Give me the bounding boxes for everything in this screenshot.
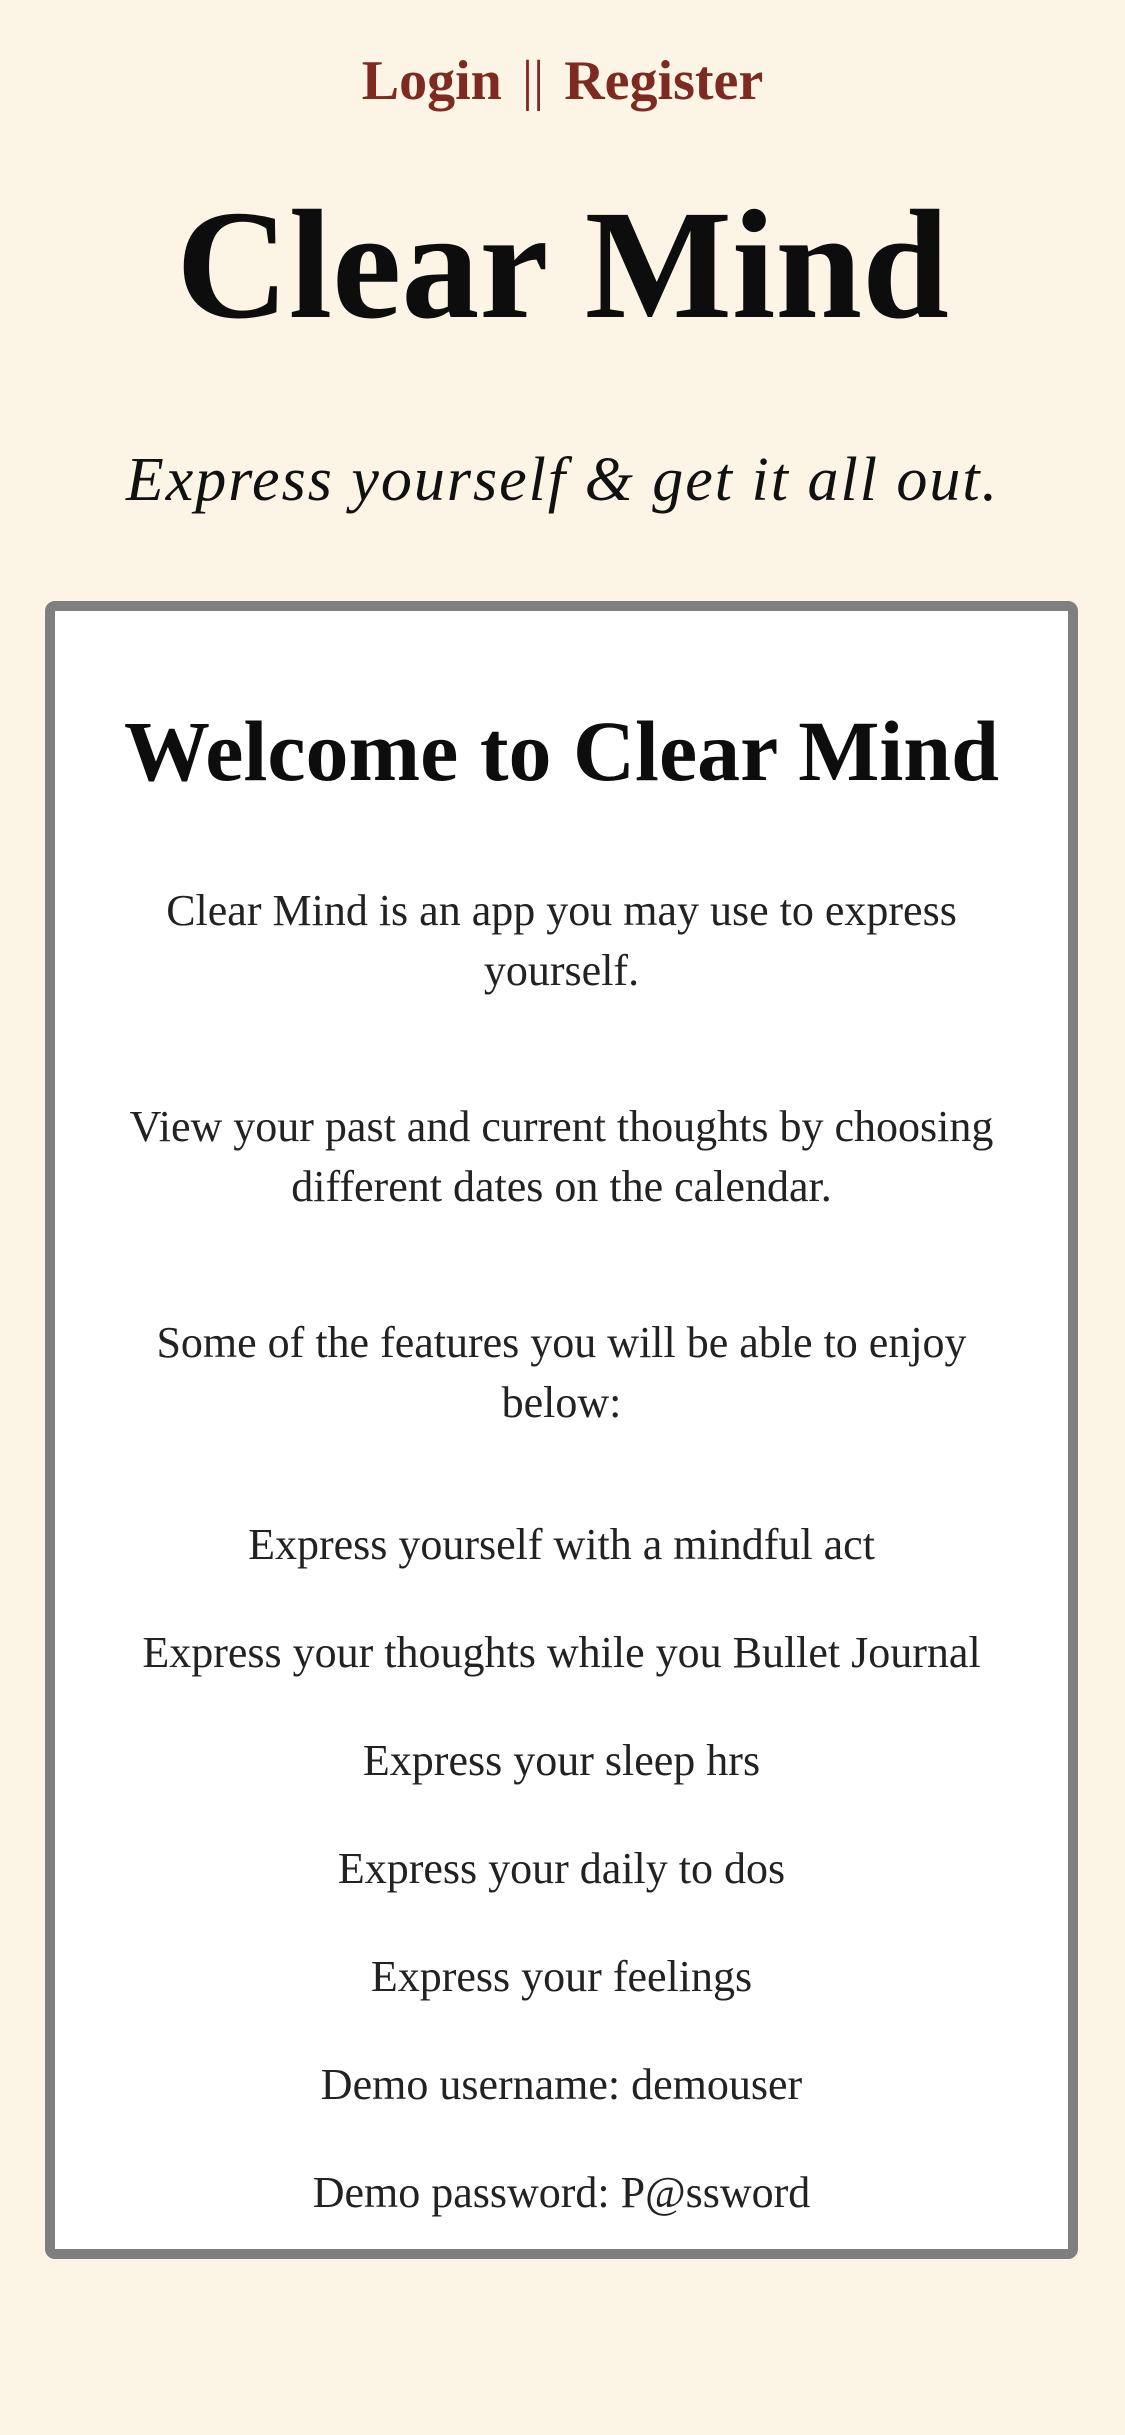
features-intro: Some of the features you will be able to enjoy below:: [156, 1318, 967, 1427]
list-item: Express your thoughts while you Bullet Journal: [142, 1628, 981, 1677]
feature-list: [55, 1491, 1068, 2247]
demo-username: Demo username: demouser: [320, 2060, 803, 2109]
list-item: Express your sleep hrs: [362, 1736, 761, 1785]
welcome-card: [45, 601, 1078, 2259]
app-title: Clear Mind: [176, 178, 949, 351]
welcome-heading: Welcome to Clear Mind: [124, 703, 999, 799]
tagline: Express yourself & get it all out.: [125, 446, 1000, 514]
demo-password: Demo password: P@ssword: [312, 2168, 811, 2217]
top-nav: [0, 48, 1125, 114]
calendar-text: View your past and current thoughts by choosing different dates on the calendar.: [129, 1102, 994, 1211]
list-item: Express your feelings: [370, 1952, 753, 2001]
register-link[interactable]: Register: [564, 50, 764, 112]
nav-separator: ||: [521, 50, 545, 112]
login-link[interactable]: Login: [361, 50, 502, 112]
list-item: Express your daily to dos: [337, 1844, 786, 1893]
list-item: Express yourself with a mindful act: [248, 1520, 875, 1569]
intro-text: Clear Mind is an app you may use to express yourself.: [166, 886, 957, 995]
